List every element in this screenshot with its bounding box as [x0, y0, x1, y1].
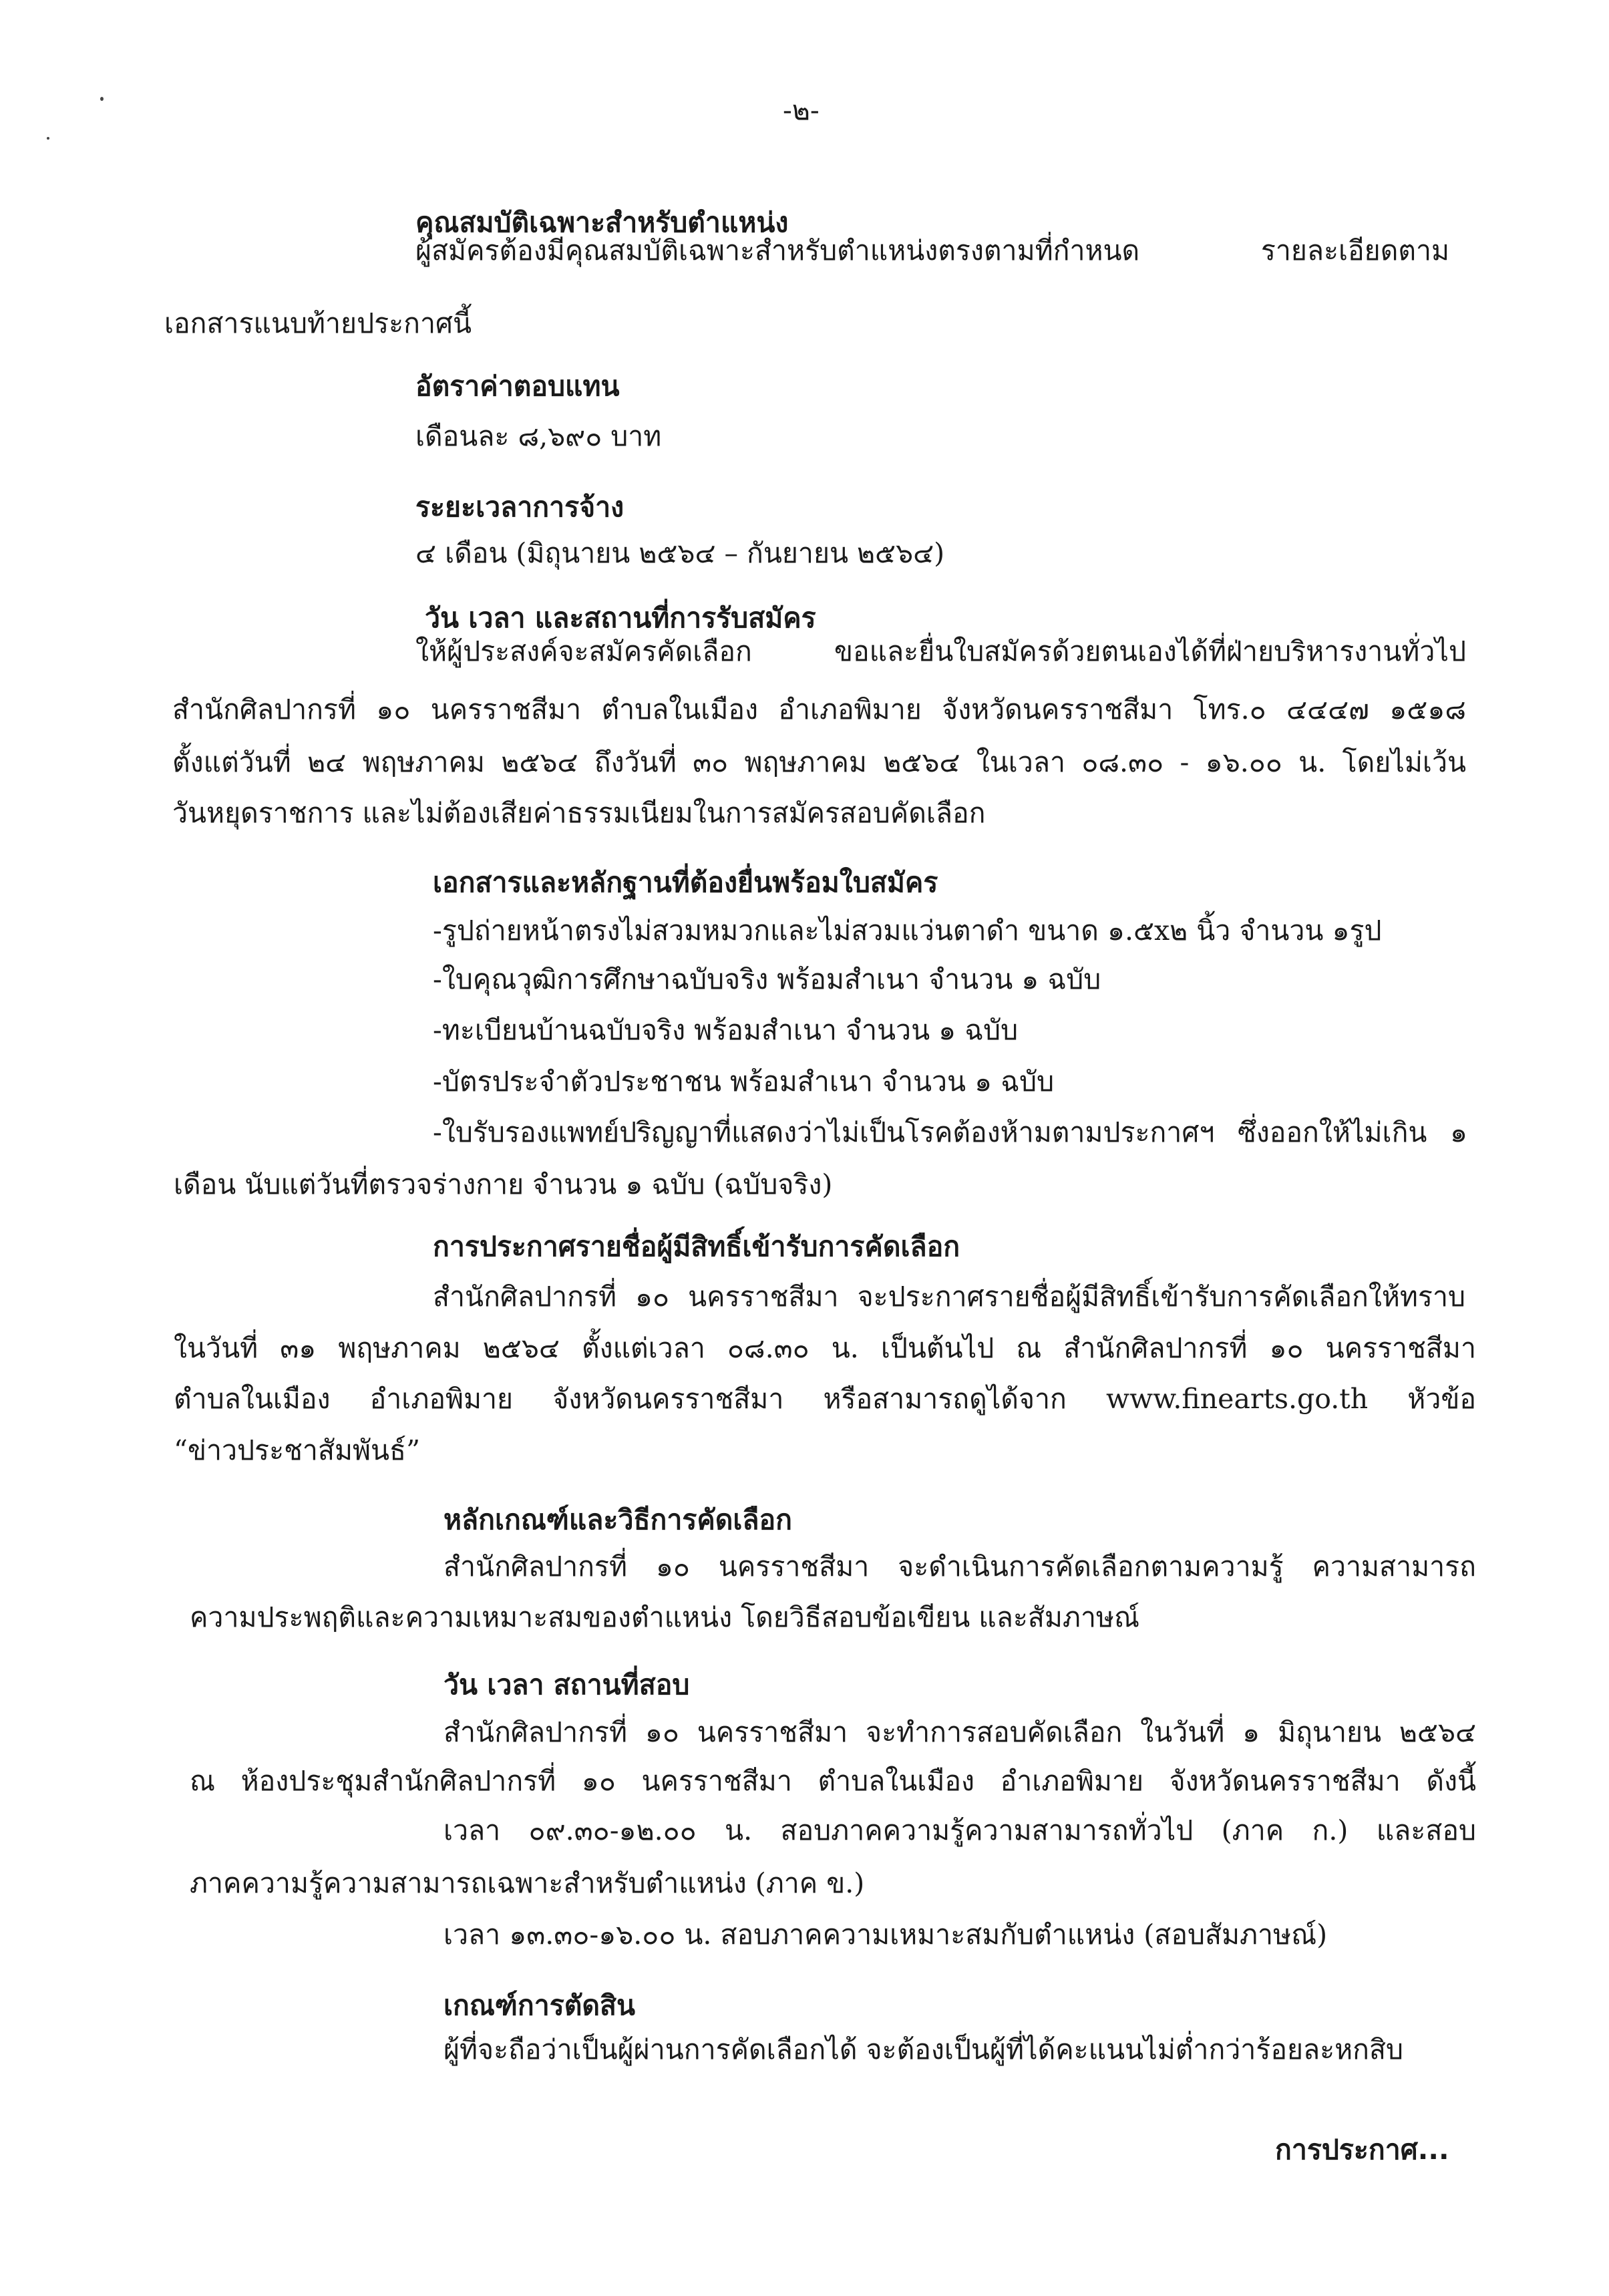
- application-text-line: ตั้งแต่วันที่ ๒๔ พฤษภาคม ๒๕๖๔ ถึงวันที่ ๓๐ พฤษภาคม ๒๕๖๔ ในเวลา ๐๘.๓๐ - ๑๖.๐๐ น. โดยไม่เว้น: [172, 746, 1466, 778]
- exam-heading: วัน เวลา สถานที่สอบ: [443, 1669, 690, 1701]
- exam-text-line: ภาคความรู้ความสามารถเฉพาะสำหรับตำแหน่ง (ภาค ข.): [190, 1867, 865, 1899]
- announcement-text-line: ตำบลในเมือง อำเภอพิมาย จังหวัดนครราชสีมา หรือสามารถดูได้จาก www.finearts.go.th หัวข้อ: [174, 1383, 1476, 1415]
- application-text-line: ให้ผู้ประสงค์จะสมัครคัดเลือก ขอและยื่นใบสมัครด้วยตนเองได้ที่ฝ่ายบริหารงานทั่วไป: [415, 635, 1466, 667]
- application-heading: วัน เวลา และสถานที่การรับสมัคร: [425, 602, 816, 634]
- scan-speck: [47, 137, 49, 140]
- compensation-amount: เดือนละ ๘,๖๙๐ บาท: [415, 420, 662, 452]
- selection-criteria-heading: หลักเกณฑ์และวิธีการคัดเลือก: [443, 1504, 793, 1536]
- qualifications-heading: คุณสมบัติเฉพาะสำหรับตำแหน่ง: [415, 206, 789, 238]
- documents-item: -ทะเบียนบ้านฉบับจริง พร้อมสำเนา จำนวน ๑ ฉบับ: [433, 1014, 1019, 1046]
- criteria-text-line: ผู้ที่จะถือว่าเป็นผู้ผ่านการคัดเลือกได้ จะต้องเป็นผู้ที่ได้คะแนนไม่ต่ำกว่าร้อยละหกสิบ: [443, 2033, 1404, 2066]
- scan-speck: [100, 97, 104, 101]
- qualifications-text-line: ผู้สมัครต้องมีคุณสมบัติเฉพาะสำหรับตำแหน่งตรงตามที่กำหนด รายละเอียดตาม: [415, 234, 1449, 267]
- announcement-heading: การประกาศรายชื่อผู้มีสิทธิ์เข้ารับการคัดเลือก: [433, 1231, 960, 1263]
- documents-item: -ใบรับรองแพทย์ปริญญาที่แสดงว่าไม่เป็นโรคต้องห้ามตามประกาศฯ ซึ่งออกให้ไม่เกิน ๑: [433, 1116, 1467, 1148]
- employment-period-heading: ระยะเวลาการจ้าง: [415, 491, 624, 523]
- announcement-text-line: “ข่าวประชาสัมพันธ์”: [174, 1434, 421, 1466]
- application-text-line: สำนักศิลปากรที่ ๑๐ นครราชสีมา ตำบลในเมือง อำเภอพิมาย จังหวัดนครราชสีมา โทร.๐ ๔๔๔๗ ๑๕๑๘: [172, 693, 1466, 725]
- documents-heading: เอกสารและหลักฐานที่ต้องยื่นพร้อมใบสมัคร: [433, 866, 938, 898]
- exam-text-line: สำนักศิลปากรที่ ๑๐ นครราชสีมา จะทำการสอบคัดเลือก ในวันที่ ๑ มิถุนายน ๒๕๖๔: [443, 1716, 1476, 1748]
- employment-period-text: ๔ เดือน (มิถุนายน ๒๕๖๔ – กันยายน ๒๕๖๔): [415, 537, 945, 569]
- documents-item: -รูปถ่ายหน้าตรงไม่สวมหมวกและไม่สวมแว่นตาดำ ขนาด ๑.๕x๒ นิ้ว จำนวน ๑รูป: [433, 915, 1382, 947]
- selection-criteria-text-line: สำนักศิลปากรที่ ๑๐ นครราชสีมา จะดำเนินการคัดเลือกตามความรู้ ความสามารถ: [443, 1550, 1476, 1583]
- documents-item: เดือน นับแต่วันที่ตรวจร่างกาย จำนวน ๑ ฉบับ (ฉบับจริง): [174, 1168, 833, 1200]
- exam-text-line: เวลา ๑๓.๓๐-๑๖.๐๐ น. สอบภาคความเหมาะสมกับตำแหน่ง (สอบสัมภาษณ์): [443, 1919, 1328, 1951]
- page-number: -๒-: [783, 94, 820, 126]
- continuation-text: การประกาศ...: [1275, 2134, 1449, 2166]
- announcement-text-line: สำนักศิลปากรที่ ๑๐ นครราชสีมา จะประกาศรายชื่อผู้มีสิทธิ์เข้ารับการคัดเลือกให้ทราบ: [433, 1281, 1465, 1313]
- exam-text-line: ณ ห้องประชุมสำนักศิลปากรที่ ๑๐ นครราชสีมา ตำบลในเมือง อำเภอพิมาย จังหวัดนครราชสีมา ดังนี้: [190, 1765, 1476, 1797]
- documents-item: -บัตรประจำตัวประชาชน พร้อมสำเนา จำนวน ๑ ฉบับ: [433, 1065, 1055, 1098]
- qualifications-text-line: เอกสารแนบท้ายประกาศนี้: [164, 307, 472, 339]
- announcement-text-line: ในวันที่ ๓๑ พฤษภาคม ๒๕๖๔ ตั้งแต่เวลา ๐๘.๓๐ น. เป็นต้นไป ณ สำนักศิลปากรที่ ๑๐ นครราชสีมา: [174, 1332, 1476, 1364]
- exam-text-line: เวลา ๐๙.๓๐-๑๒.๐๐ น. สอบภาคความรู้ความสามารถทั่วไป (ภาค ก.) และสอบ: [443, 1814, 1476, 1846]
- application-text-line: วันหยุดราชการ และไม่ต้องเสียค่าธรรมเนียมในการสมัครสอบคัดเลือก: [172, 797, 986, 829]
- selection-criteria-text-line: ความประพฤติและความเหมาะสมของตำแหน่ง โดยวิธีสอบข้อเขียน และสัมภาษณ์: [190, 1601, 1140, 1633]
- criteria-heading: เกณฑ์การตัดสิน: [443, 1989, 636, 2021]
- compensation-heading: อัตราค่าตอบแทน: [415, 370, 620, 402]
- documents-item: -ใบคุณวุฒิการศึกษาฉบับจริง พร้อมสำเนา จำนวน ๑ ฉบับ: [433, 963, 1101, 995]
